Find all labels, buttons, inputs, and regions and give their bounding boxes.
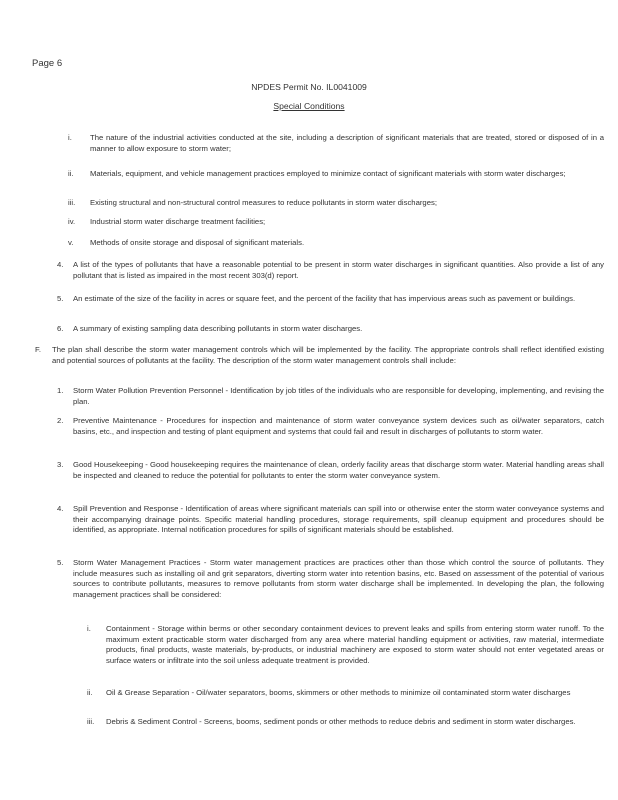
list-marker: 4.	[57, 260, 64, 269]
list-marker: 5.	[57, 294, 64, 303]
list-item-text: Containment - Storage within berms or other secondary containment devices to prevent leaks and spills from entering storm water runoff. To the maximum extent practicable storm water discharged from any area where material handling equipment or activities, raw material, intermediate products, final products, waste materials, by-products, or industrial machinery are exposed to storm water should not enter vegetated areas or surface waters or infiltrate into the soil unless adequate treatment is provided.	[106, 624, 604, 665]
list-marker: 1.	[57, 386, 64, 395]
section-f-text: The plan shall describe the storm water management controls which will be implemented by the facility. The appropriate controls shall reflect identified existing and potential sources of pollutants at the facility. The description of the storm water management controls shall include:	[52, 345, 604, 365]
section-marker: F.	[35, 345, 41, 354]
list-marker: iv.	[68, 217, 76, 226]
list-item-text: The nature of the industrial activities conducted at the site, including a description of significant materials that are treated, stored or disposed of in a manner to allow exposure to storm water;	[90, 133, 604, 153]
list-marker: iii.	[87, 717, 95, 726]
list-marker: i.	[68, 133, 72, 142]
list-item	[68, 169, 604, 180]
list-item	[57, 324, 604, 335]
list-marker: i.	[87, 624, 91, 633]
list-item-text: Preventive Maintenance - Procedures for inspection and maintenance of storm water conveyance system devices such as oil/water separators, catch basins, etc., and inspection and testing of plant equipment and systems that could fail and result in discharges of pollutants to storm water.	[73, 416, 604, 436]
list-item	[68, 238, 604, 249]
list-marker: ii.	[87, 688, 93, 697]
list-item	[87, 688, 604, 699]
list-item	[68, 217, 604, 228]
list-item-text: A list of the types of pollutants that have a reasonable potential to be present in storm water discharges in significant quantities. Also provide a list of any pollutant that is listed as impaired in the most recent 303(d) report.	[73, 260, 604, 280]
list-item	[87, 624, 604, 666]
permit-title: NPDES Permit No. IL0041009	[251, 82, 367, 92]
list-marker: v.	[68, 238, 74, 247]
list-item	[57, 460, 604, 481]
list-marker: 6.	[57, 324, 64, 333]
list-marker: 5.	[57, 558, 64, 567]
list-item	[68, 133, 604, 154]
list-item-text: Spill Prevention and Response - Identification of areas where significant materials can spill into or otherwise enter the storm water conveyance systems and their accompanying drainage points. Specific material handling procedures, storage requirements, spill cleanup equipment and procedures should be identified, as appropriate. Internal notification procedures for spills of significant materials should be established.	[73, 504, 604, 535]
list-item-text: Methods of onsite storage and disposal of significant materials.	[90, 238, 305, 247]
list-item-text: Existing structural and non-structural control measures to reduce pollutants in storm water discharges;	[90, 198, 437, 207]
list-item	[57, 260, 604, 281]
list-item	[57, 504, 604, 536]
list-item-text: Debris & Sediment Control - Screens, booms, sediment ponds or other methods to reduce debris and sediment in storm water discharges.	[106, 717, 576, 726]
list-item	[68, 198, 604, 209]
list-item	[87, 717, 604, 728]
list-item-text: Industrial storm water discharge treatment facilities;	[90, 217, 266, 226]
list-item-text: An estimate of the size of the facility in acres or square feet, and the percent of the facility that has impervious areas such as pavement or buildings.	[73, 294, 576, 303]
list-item-text: Materials, equipment, and vehicle management practices employed to minimize contact of significant materials with storm water discharges;	[90, 169, 566, 178]
list-item-text: Storm Water Pollution Prevention Personnel - Identification by job titles of the individuals who are responsible for developing, implementing, and revising the plan.	[73, 386, 604, 406]
list-item-text: Good Housekeeping - Good housekeeping requires the maintenance of clean, orderly facility areas that discharge storm water. Material handling areas shall be inspected and cleaned to reduce the potential for pollutants to enter the storm water conveyance system.	[73, 460, 604, 480]
list-marker: 4.	[57, 504, 64, 513]
list-marker: 2.	[57, 416, 64, 425]
list-marker: iii.	[68, 198, 76, 207]
page-number: Page 6	[32, 58, 63, 69]
list-marker: ii.	[68, 169, 74, 178]
section-title: Special Conditions	[273, 101, 345, 111]
list-item	[57, 558, 604, 600]
list-marker: 3.	[57, 460, 64, 469]
list-item-text: Oil & Grease Separation - Oil/water separators, booms, skimmers or other methods to minimize oil contaminated storm water discharges	[106, 688, 571, 697]
list-item	[57, 386, 604, 407]
list-item	[57, 294, 604, 305]
list-item-text: Storm Water Management Practices - Storm water management practices are practices other than those which control the source of pollutants. They include measures such as installing oil and grit separators, diverting storm water into retention basins, etc. Based on assessment of the potential of various sources to contribute pollutants, measures to remove pollutants from storm water discharge shall be implemented. In developing the plan, the following management practices shall be considered:	[73, 558, 604, 599]
list-item-text: A summary of existing sampling data describing pollutants in storm water discharges.	[73, 324, 363, 333]
list-item	[57, 416, 604, 437]
section-f-paragraph	[35, 345, 604, 366]
